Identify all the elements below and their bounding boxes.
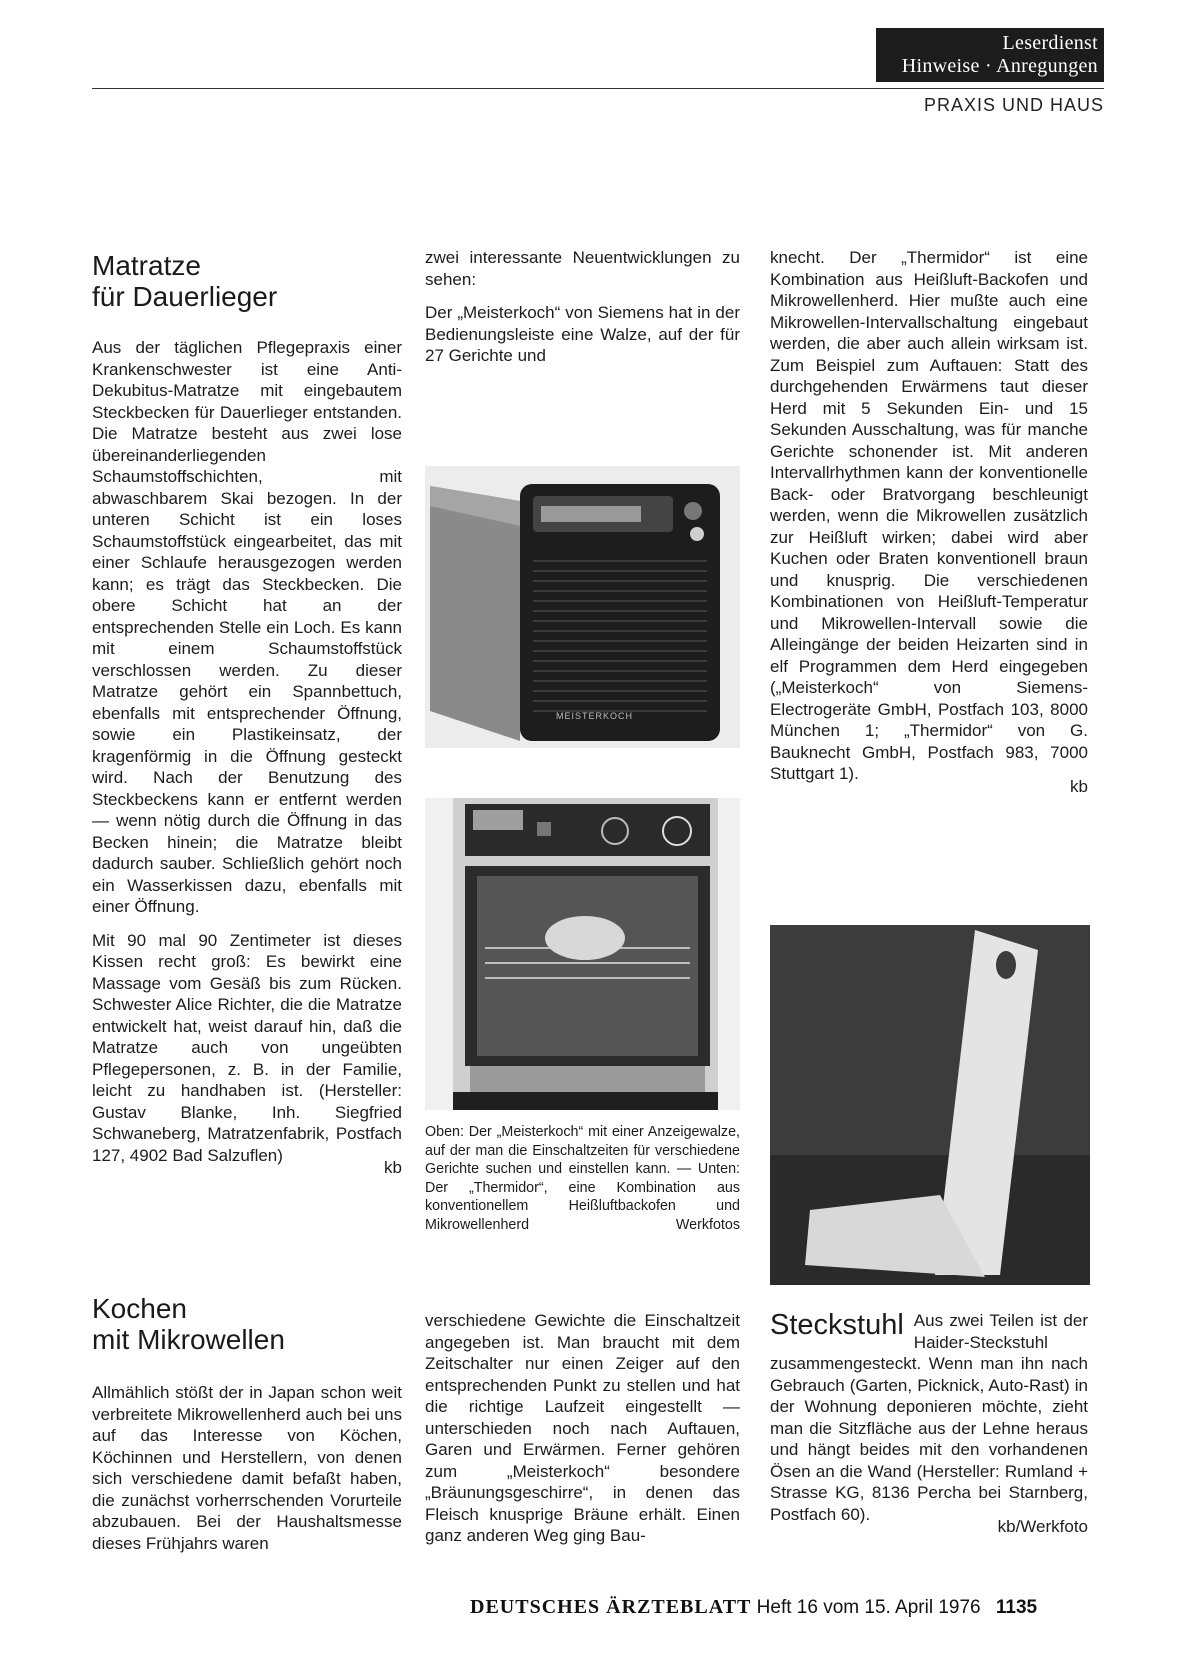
signature: kb <box>384 1158 402 1177</box>
photo-steckstuhl <box>770 925 1090 1285</box>
caption-credit: Werkfotos <box>675 1216 740 1233</box>
paragraph: Der „Meisterkoch“ von Siemens hat in der Bedienungsleiste eine Walze, auf der für 27 Gerichte und <box>425 303 740 365</box>
paragraph: Mit 90 mal 90 Zentimeter ist dieses Kissen recht groß: Es bewirkt eine Massage vom Gesäß bis zum Rücken. Schwester Alice Richter, die die Matratze entwickelt hat, weist darauf hin, daß die Matratze auch von ungeübten Pflegepersonen, z. B. in der Familie, leicht zu handhaben ist. (Hersteller: Gustav Blanke, Inh. Siegfried Schwaneberg, Matratzenfabrik, Postfach 127, 4902 Bad Salzuflen) <box>92 930 402 1165</box>
title-line: mit Mikrowellen <box>92 1324 285 1355</box>
paragraph: zwei interessante Neuentwicklungen zu sehen: <box>425 248 740 289</box>
section-label-line2: Hinweise · Anregungen <box>901 55 1098 77</box>
paragraph: Aus zwei Teilen ist der Haider-Steckstuhl zusammengesteckt. Wenn man ihn nach Gebrauch (Garten, Picknick, Auto-Rast) in der Wohnung deponieren möchte, zieht man die Sitzfläche aus der Lehne heraus und hängt beides mit den vorhandenen Ösen an die Wand (Hersteller: Rumland + Strasse KG, 8136 Percha bei Starnberg, Postfach 60). <box>770 1311 1088 1524</box>
article-body-mikrowellen-col2-top <box>425 247 740 379</box>
signature: kb/Werkfoto <box>997 1517 1088 1536</box>
masthead: DEUTSCHES ÄRZTEBLATT <box>470 1596 752 1618</box>
article-body-matratze <box>92 337 402 1179</box>
meisterkoch-illustration <box>425 466 740 748</box>
photo-caption <box>425 1123 740 1234</box>
article-body-mikrowellen-col2-bottom <box>425 1310 740 1559</box>
photo-thermidor <box>425 798 740 1110</box>
title-line: für Dauerlieger <box>92 281 278 312</box>
article-title-matratze <box>92 250 277 312</box>
article-title-steckstuhl: Steckstuhl <box>770 1309 904 1341</box>
caption-text: Oben: Der „Meisterkoch“ mit einer Anzeigewalze, auf der man die Einschaltzeiten für verschiedene Gerichte suchen und einstellen kann. — Unten: Der „Thermidor“, eine Kombination aus konventionellem Heißluftbackofen und Mikrowellenherd <box>425 1124 740 1233</box>
signature: kb <box>1070 776 1088 796</box>
paragraph: verschiedene Gewichte die Einschaltzeit angegeben ist. Man braucht mit dem Zeitschalter nur einen Zeiger auf den entsprechenden Punkt zu stellen und hat die richtige Laufzeit eingestellt — unterschieden noch nach Auftauen, Garen und Erwärmen. Ferner gehören zum „Meisterkoch“ besondere „Bräunungsgeschirre“, in denen das Fleisch knusprige Bräune erhält. Einen ganz anderen Weg ging Bau- <box>425 1311 740 1545</box>
title-line: Kochen <box>92 1293 187 1324</box>
article-body-mikrowellen-col1 <box>92 1382 402 1566</box>
paragraph: Aus der täglichen Pflegepraxis einer Krankenschwester ist eine Anti-Dekubitus-Matratze mit eingebautem Steckbecken für Dauerlieger entstanden. Die Matratze besteht aus zwei lose übereinanderliegenden Schaumstoffschichten, mit abwaschbarem Skai bezogen. In der unteren Schicht ist ein loses Schaumstoffstück eingearbeitet, das mit einer Schlaufe herausgezogen werden kann; es trägt das Steckbecken. Die obere Schicht hat an der entsprechenden Stelle ein Loch. Es kann mit einem Schaumstoffstück verschlossen werden. Zu dieser Matratze gehört ein Spannbettuch, ebenfalls mit entsprechender Öffnung, sowie ein Plastikeinsatz, der kragenförmig in die Öffnung gesteckt wird. Nach der Benutzung des Steckbeckens kann er entfernt werden — wenn nötig durch die Öffnung in das Becken hinein; die Matratze bleibt dadurch sauber. Schließlich gehört noch ein Wasserkissen dazu, ebenfalls mit einer Öffnung. <box>92 338 402 916</box>
section-title: PRAXIS UND HAUS <box>923 95 1104 115</box>
title-line: Matratze <box>92 250 201 281</box>
article-body-mikrowellen-col3 <box>770 247 1088 797</box>
thermidor-illustration <box>425 798 740 1110</box>
paragraph: Allmählich stößt der in Japan schon weit verbreitete Mikrowellenherd auch bei uns auf das Interesse von Köchen, Köchinnen und Herstellern, von denen sich verschiedene damit befaßt haben, die zunächst vorherrschenden Vorurteile abzubauen. Bei der Haushaltsmesse dieses Frühjahrs waren <box>92 1383 402 1553</box>
article-title-mikrowellen <box>92 1293 285 1355</box>
photo-meisterkoch <box>425 466 740 748</box>
paragraph: knecht. Der „Thermidor“ ist eine Kombination aus Heißluft-Backofen und Mikrowellenherd. Hier mußte auch eine Mikrowellen-Intervallschaltung eingebaut werden, die aber auch allein wirksam ist. Zum Beispiel zum Auftauen: Statt des durchgehenden Erwärmens taut dieser Herd mit 5 Sekunden Ein- und 15 Sekunden Ausschaltung, was für manche Gerichte schonender ist. Mit anderen Intervallrhythmen kann der konventionelle Back- oder Bratvorgang beschleunigt werden, wenn die Mikrowellen zusätzlich zur Heißluft wirken; dabei wird aber Kuchen oder Braten konventionell braun und knusprig. Die verschiedenen Kombinationen von Heißluft-Temperatur und Mikrowellen-Intervall sowie die Alleingänge der beiden Heizarten sind in elf Programmen dem Herd eingegeben („Meisterkoch“ von Siemens-Electrogeräte GmbH, Postfach 103, 8000 München 1; „Thermidor“ von G. Bauknecht GmbH, Postfach 983, 7000 Stuttgart 1). <box>770 248 1088 783</box>
header-rule <box>92 88 1104 89</box>
photo-label: MEISTERKOCH <box>556 711 634 721</box>
article-body-steckstuhl <box>770 1310 1088 1538</box>
steckstuhl-illustration <box>770 925 1090 1285</box>
page-footer <box>470 1596 1037 1619</box>
section-label-box <box>876 28 1104 82</box>
page-number: 1135 <box>995 1597 1038 1618</box>
section-label-line1: Leserdienst <box>1002 32 1098 54</box>
issue-info: Heft 16 vom 15. April 1976 <box>756 1597 981 1618</box>
